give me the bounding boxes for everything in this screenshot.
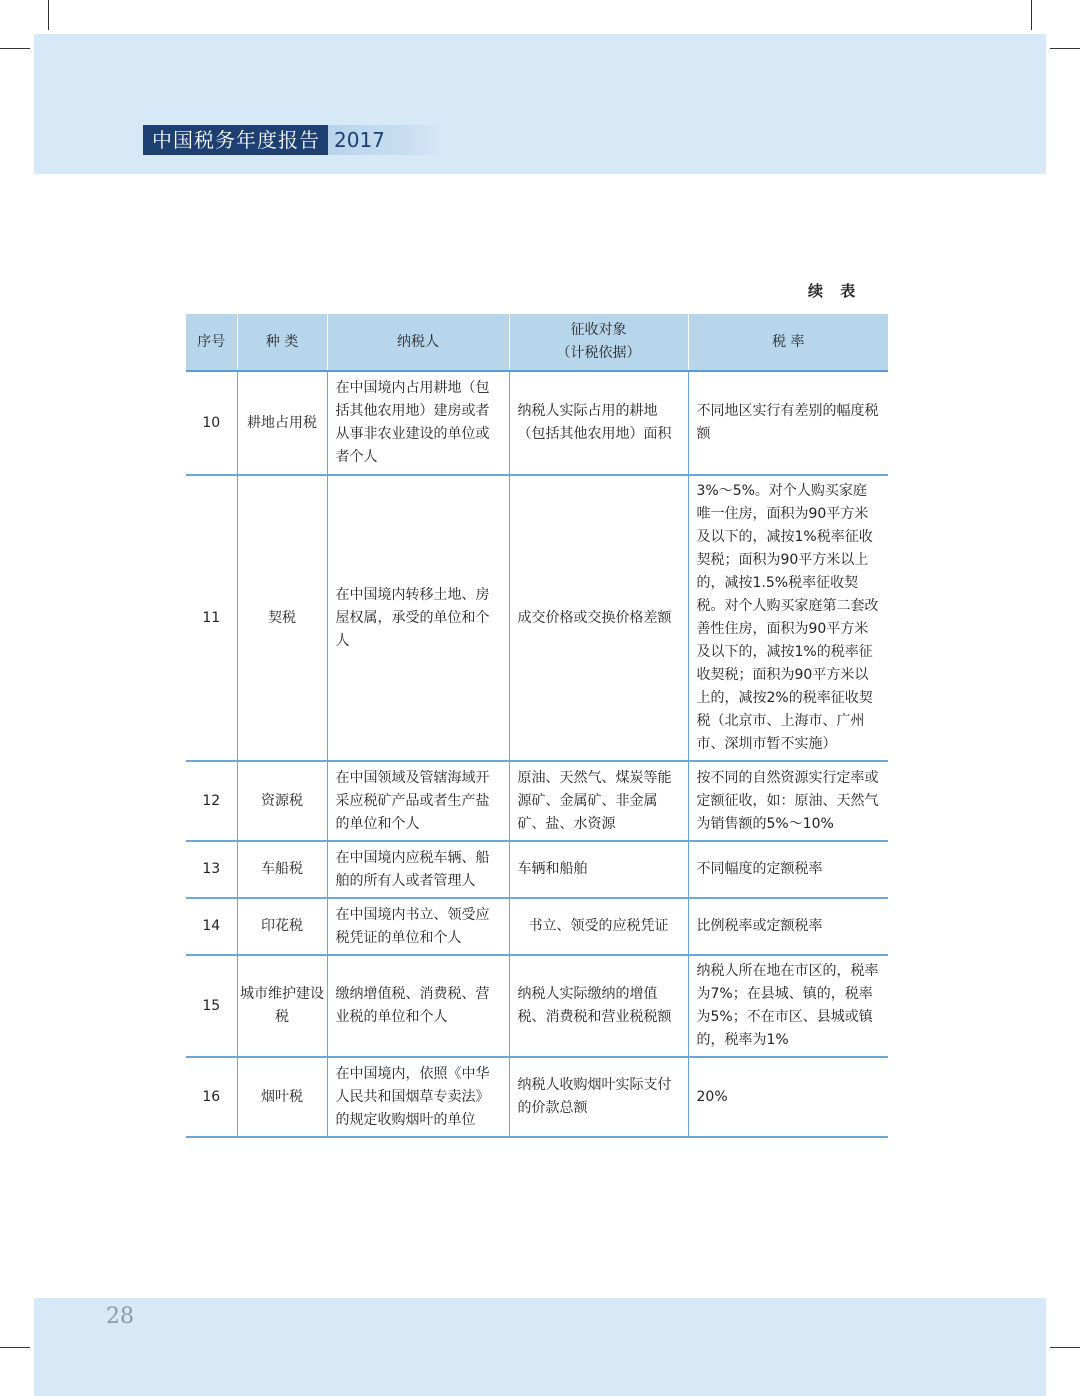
row-object: 成交价格或交换价格差额	[509, 475, 688, 761]
row-rate: 20%	[688, 1057, 888, 1137]
row-type: 车船税	[237, 841, 327, 898]
row-rate: 按不同的自然资源实行定率或定额征收，如：原油、天然气为销售额的5%～10%	[688, 761, 888, 841]
crop-mark	[1031, 0, 1032, 30]
row-no: 12	[186, 761, 237, 841]
crop-mark	[48, 0, 49, 30]
crop-mark	[0, 48, 30, 49]
running-header	[143, 125, 473, 155]
row-rate: 比例税率或定额税率	[688, 898, 888, 955]
table-header-row	[186, 314, 888, 371]
table-row	[186, 475, 888, 761]
report-title: 中国税务年度报告	[143, 125, 328, 155]
row-no: 14	[186, 898, 237, 955]
row-type: 烟叶税	[237, 1057, 327, 1137]
footer-band	[34, 1298, 1046, 1396]
row-object: 车辆和船舶	[509, 841, 688, 898]
row-type: 城市维护建设税	[237, 955, 327, 1057]
col-header-rate: 税 率	[688, 314, 888, 371]
row-object: 纳税人实际缴纳的增值税、消费税和营业税税额	[509, 955, 688, 1057]
row-no: 13	[186, 841, 237, 898]
row-no: 16	[186, 1057, 237, 1137]
table-row	[186, 371, 888, 475]
col-header-type: 种 类	[237, 314, 327, 371]
row-object: 纳税人实际占用的耕地（包括其他农用地）面积	[509, 371, 688, 475]
table-row	[186, 955, 888, 1057]
row-object: 书立、领受的应税凭证	[509, 898, 688, 955]
row-taxpayer: 在中国境内占用耕地（包括其他农用地）建房或者从事非农业建设的单位或者个人	[327, 371, 509, 475]
row-no: 11	[186, 475, 237, 761]
row-object: 原油、天然气、煤炭等能源矿、金属矿、非金属矿、盐、水资源	[509, 761, 688, 841]
crop-mark	[1050, 1347, 1080, 1348]
row-taxpayer: 在中国境内应税车辆、船舶的所有人或者管理人	[327, 841, 509, 898]
row-type: 印花税	[237, 898, 327, 955]
page-number: 28	[106, 1304, 134, 1329]
row-taxpayer: 在中国领域及管辖海域开采应税矿产品或者生产盐的单位和个人	[327, 761, 509, 841]
row-rate: 3%～5%。对个人购买家庭唯一住房，面积为90平方米及以下的，减按1%税率征收契税；面积为90平方米以上的，减按1.5%税率征收契税。对个人购买家庭第二套改善性住房，面积为90平方米及以下的，减按1%的税率征收契税；面积为90平方米以上的，减按2%的税率征收契税（北京市、上海市、广州市、深圳市暂不实施）	[688, 475, 888, 761]
table-row	[186, 1057, 888, 1137]
table-row	[186, 841, 888, 898]
row-no: 10	[186, 371, 237, 475]
continued-label: 续 表	[808, 282, 862, 300]
row-type: 资源税	[237, 761, 327, 841]
row-rate: 纳税人所在地在市区的，税率为7%；在县城、镇的，税率为5%；不在市区、县城或镇的，税率为1%	[688, 955, 888, 1057]
crop-mark	[0, 1347, 30, 1348]
row-rate: 不同地区实行有差别的幅度税额	[688, 371, 888, 475]
tax-table	[186, 314, 888, 1138]
row-taxpayer: 在中国境内转移土地、房屋权属，承受的单位和个人	[327, 475, 509, 761]
row-type: 耕地占用税	[237, 371, 327, 475]
row-taxpayer: 缴纳增值税、消费税、营业税的单位和个人	[327, 955, 509, 1057]
col-header-object: 征收对象 （计税依据）	[509, 314, 688, 371]
table-row	[186, 898, 888, 955]
table-row	[186, 761, 888, 841]
row-taxpayer: 在中国境内，依照《中华人民共和国烟草专卖法》的规定收购烟叶的单位	[327, 1057, 509, 1137]
col-header-no: 序号	[186, 314, 237, 371]
col-header-taxpayer: 纳税人	[327, 314, 509, 371]
row-no: 15	[186, 955, 237, 1057]
row-type: 契税	[237, 475, 327, 761]
row-object: 纳税人收购烟叶实际支付的价款总额	[509, 1057, 688, 1137]
row-taxpayer: 在中国境内书立、领受应税凭证的单位和个人	[327, 898, 509, 955]
report-year: 2017	[328, 125, 445, 155]
crop-mark	[1050, 48, 1080, 49]
row-rate: 不同幅度的定额税率	[688, 841, 888, 898]
